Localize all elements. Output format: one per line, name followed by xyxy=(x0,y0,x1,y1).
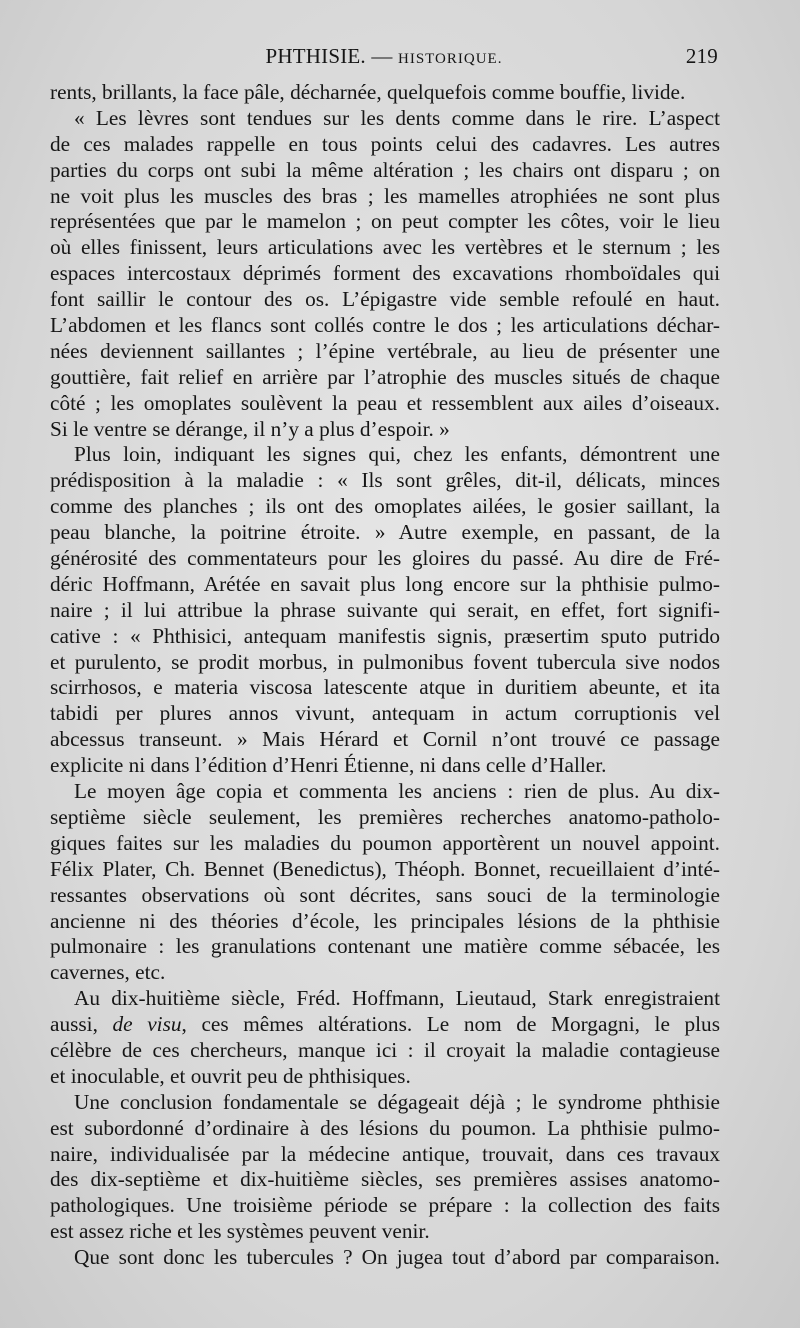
running-title xyxy=(50,44,718,69)
text-line: tabidi per plures annos vivunt, antequam in actum corruptionis vel xyxy=(50,701,720,726)
text-line: pulmonaire : les granulations contenant une matière comme sébacée, les xyxy=(50,934,720,959)
text-line: « Les lèvres sont tendues sur les dents comme dans le rire. L’aspect xyxy=(74,105,720,130)
text-line: abcessus transeunt. » Mais Hérard et Cornil n’ont trouvé ce passage xyxy=(50,727,720,752)
text-line: Félix Plater, Ch. Bennet (Benedictus), Théoph. Bonnet, recueillaient d’inté- xyxy=(50,856,720,881)
text-line: aussi, de visu, ces mêmes altérations. Le nom de Morgagni, le plus xyxy=(50,1012,720,1037)
text-line: célèbre de ces chercheurs, manque ici : il croyait la maladie contagieuse xyxy=(50,1037,720,1062)
text-line: espaces intercostaux déprimés forment des excavations rhomboïdales qui xyxy=(50,261,720,286)
text-line: comme des planches ; ils ont des omoplates ailées, le gosier saillant, la xyxy=(50,494,720,519)
text-line: Au dix-huitième siècle, Fréd. Hoffmann, Lieutaud, Stark enregistraient xyxy=(74,986,720,1011)
text-line: explicite ni dans l’édition d’Henri Étienne, ni dans celle d’Haller. xyxy=(50,753,607,778)
text-line: Plus loin, indiquant les signes qui, chez les enfants, démontrent une xyxy=(74,442,720,467)
text-line: peau blanche, la poitrine étroite. » Autre exemple, en passant, de la xyxy=(50,520,720,545)
text-line: cative : « Phthisici, antequam manifestis signis, præsertim sputo putrido xyxy=(50,623,720,648)
text-line: Que sont donc les tubercules ? On jugea tout d’abord par comparaison. xyxy=(74,1245,720,1270)
text-line: et purulento, se prodit morbus, in pulmonibus fovent tubercula sive nodos xyxy=(50,649,720,674)
text-line: naire, individualisée par la médecine antique, trouvait, dans ces travaux xyxy=(50,1141,720,1166)
section-title: HISTORIQUE. xyxy=(398,51,503,67)
text-line: représentées que par le mamelon ; on peut compter les côtes, voir le lieu xyxy=(50,209,720,234)
text-line: Le moyen âge copia et commenta les anciens : rien de plus. Au dix- xyxy=(74,779,720,804)
text-line: scirrhosos, e materia viscosa latescente atque in duritiem abeunte, et ita xyxy=(50,675,720,700)
text-line: des dix-septième et dix-huitième siècles, ses premières assises anatomo- xyxy=(50,1167,720,1192)
text-line: L’abdomen et les flancs sont collés contre le dos ; les articulations déchar- xyxy=(50,313,720,338)
text-line: cavernes, etc. xyxy=(50,960,166,985)
running-header xyxy=(50,44,718,74)
text-line: nées deviennent saillantes ; l’épine vertébrale, au lieu de présenter une xyxy=(50,338,720,363)
body-text xyxy=(50,80,720,1271)
text-line: ressantes observations où sont décrites, sans souci de la terminologie xyxy=(50,882,720,907)
text-line: déric Hoffmann, Arétée en savait plus long encore sur la phthisie pulmo- xyxy=(50,571,720,596)
text-line: et inoculable, et ouvrit peu de phthisiques. xyxy=(50,1063,411,1088)
page-number: 219 xyxy=(685,44,718,68)
title-separator: — xyxy=(365,44,398,68)
text-line: côté ; les omoplates soulèvent la peau et ressemblent aux ailes d’oiseaux. xyxy=(50,390,720,415)
text-line: naire ; il lui attribue la phrase suivante qui serait, en effet, fort signifi- xyxy=(50,597,720,622)
text-line: giques faites sur les maladies du poumon apportèrent un nouvel appoint. xyxy=(50,830,720,855)
text-line: prédisposition à la maladie : « Ils sont grêles, dit-il, délicats, minces xyxy=(50,468,720,493)
text-line: où elles finissent, leurs articulations avec les vertèbres et le sternum ; les xyxy=(50,235,720,260)
text-line: pathologiques. Une troisième période se prépare : la collection des faits xyxy=(50,1193,720,1218)
text-line: Une conclusion fondamentale se dégageait déjà ; le syndrome phthisie xyxy=(74,1089,720,1114)
text-line: générosité des commentateurs pour les gloires du passé. Au dire de Fré- xyxy=(50,546,720,571)
text-line: ancienne ni des théories d’école, les principales lésions de la phthisie xyxy=(50,908,720,933)
text-line: Si le ventre se dérange, il n’y a plus d’espoir. » xyxy=(50,416,450,441)
text-line: est assez riche et les systèmes peuvent venir. xyxy=(50,1219,430,1244)
text-line: ne voit plus les muscles des bras ; les mamelles atrophiées ne sont plus xyxy=(50,183,720,208)
text-line: septième siècle seulement, les premières recherches anatomo-patholo- xyxy=(50,804,720,829)
text-line: rents, brillants, la face pâle, décharnée, quelquefois comme bouffie, livide. xyxy=(50,80,686,104)
chapter-title: PHTHISIE. xyxy=(265,44,366,68)
text-line: gouttière, fait relief en arrière par l’atrophie des muscles situés de chaque xyxy=(50,364,720,389)
text-line: parties du corps ont subi la même altération ; les chairs ont disparu ; on xyxy=(50,157,720,182)
text-line: font saillir le contour des os. L’épigastre vide semble refoulé en haut. xyxy=(50,287,720,312)
text-line: est subordonné d’ordinaire à des lésions du poumon. La phthisie pulmo- xyxy=(50,1115,720,1140)
text-line: de ces malades rappelle en tous points celui des cadavres. Les autres xyxy=(50,131,720,156)
